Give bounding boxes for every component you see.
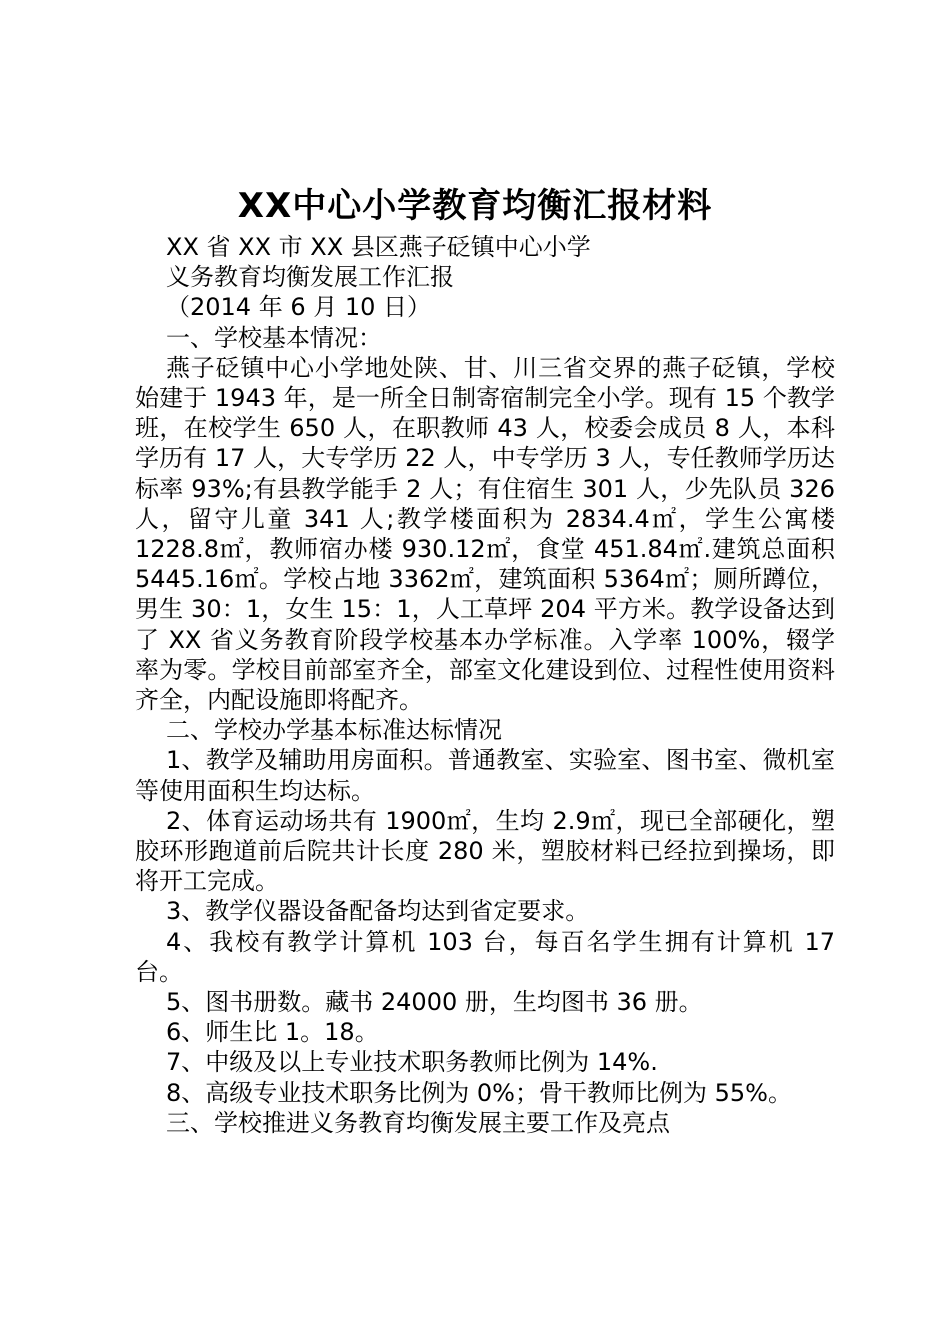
document-body — [135, 232, 835, 1138]
header-line-2: 义务教育均衡发展工作汇报 — [166, 263, 454, 292]
list-item: 6、师生比 1。18。 — [166, 1018, 379, 1047]
section-1-heading: 一、学校基本情况： — [166, 323, 382, 352]
section-2-heading: 二、学校办学基本标准达标情况 — [166, 716, 502, 745]
list-item: 3、教学仪器设备配备均达到省定要求。 — [166, 897, 590, 926]
section-1-body: 燕子砭镇中心小学地处陕、甘、川三省交界的燕子砭镇，学校始建于 1943 年，是一所全日制寄宿制完全小学。现有 15 个教学班，在校学生 650 人，在职教师 43 人，校委会成员 8 人，本科学历有 17 人，大专学历 22 人，中专学历 3 人，专任教师学历达标率 93%;有县教学能手 2 人；有住宿生 301 人，少先队员 326 人，留守儿童 341 人;教学楼面积为 2834.4㎡，学生公寓楼 1228.8㎡，教师宿办楼 930.12㎡，食堂 451.84㎡.建筑总面积 5445.16㎡。学校占地 3362㎡，建筑面积 5364㎡；厕所蹲位，男生 30：1，女生 15：1，人工草坪 204 平方米。教学设备达到了 XX 省义务教育阶段学校基本办学标准。入学率 100%，辍学率为零。学校目前部室齐全，部室文化建设到位、过程性使用资料齐全，内配设施即将配齐。 — [135, 353, 835, 715]
list-item: 5、图书册数。藏书 24000 册，生均图书 36 册。 — [166, 988, 703, 1017]
list-item: 1、教学及辅助用房面积。普通教室、实验室、图书室、微机室等使用面积生均达标。 — [135, 746, 835, 805]
report-date: （2014 年 6 月 10 日） — [166, 293, 432, 322]
document-title: XX中心小学教育均衡汇报材料 — [237, 186, 713, 226]
header-line-1: XX 省 XX 市 XX 县区燕子砭镇中心小学 — [166, 233, 591, 261]
section-3-heading: 三、学校推进义务教育均衡发展主要工作及亮点 — [166, 1108, 670, 1137]
list-item: 2、体育运动场共有 1900㎡，生均 2.9㎡，现已全部硬化，塑胶环形跑道前后院共计长度 280 米，塑胶材料已经拉到操场，即将开工完成。 — [135, 806, 835, 896]
list-item: 7、中级及以上专业技术职务教师比例为 14%. — [166, 1048, 658, 1077]
list-item: 8、高级专业技术职务比例为 0%；骨干教师比例为 55%。 — [166, 1078, 792, 1107]
list-item: 4、我校有教学计算机 103 台，每百名学生拥有计算机 17 台。 — [135, 927, 835, 986]
